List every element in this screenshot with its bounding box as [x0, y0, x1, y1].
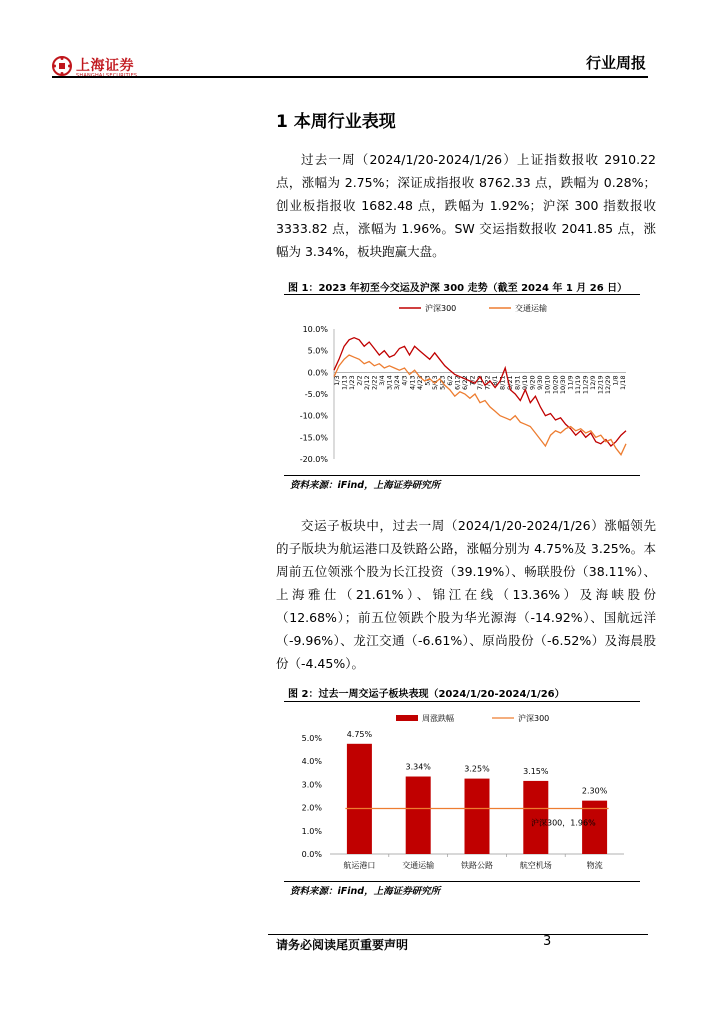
figure1-bottom-rule [284, 475, 640, 476]
page-number: 3 [543, 934, 552, 949]
section-title: 1 本周行业表现 [276, 112, 396, 132]
x-tick-label: 8/1 [491, 375, 500, 386]
x-tick-label: 6/12 [453, 375, 462, 390]
x-tick-label: 10/30 [558, 375, 567, 395]
header-divider [52, 76, 648, 78]
x-tick-label: 交通运输 [402, 861, 435, 870]
x-tick-label: 12/19 [596, 375, 605, 395]
bar-chart-subsector-weekly [284, 703, 640, 883]
y-tick-label: -10.0% [299, 411, 328, 421]
data-label: 3.25% [464, 764, 490, 774]
y-tick-label: 5.0% [307, 346, 328, 356]
x-tick-label: 4/13 [408, 375, 417, 390]
x-tick-label: 航空机场 [519, 861, 552, 870]
x-tick-label: 9/30 [536, 375, 545, 390]
x-tick-label: 11/19 [573, 375, 582, 395]
x-tick-label: 11/9 [566, 375, 575, 390]
figure2-source: 资料来源：iFind，上海证券研究所 [290, 886, 441, 897]
data-label: 2.30% [581, 786, 608, 796]
bar-航运港口 [347, 744, 372, 854]
x-tick-label: 10/10 [543, 375, 552, 395]
x-tick-label: 5/3 [423, 375, 432, 386]
x-tick-label: 航运港口 [343, 861, 376, 870]
y-tick-label: 10.0% [302, 325, 328, 334]
x-tick-label: 8/21 [506, 375, 515, 390]
logo-text: 上海证券 [76, 58, 134, 74]
x-tick-label: 1/3 [333, 375, 341, 386]
x-tick-label: 6/2 [445, 375, 454, 386]
bar-铁路公路 [465, 779, 490, 854]
x-tick-label: 3/4 [378, 375, 387, 386]
y-tick-label: -15.0% [299, 433, 328, 443]
x-tick-label: 7/12 [476, 375, 484, 390]
figure2-caption-rule [284, 701, 640, 702]
figure1-caption-rule [284, 294, 640, 295]
y-tick-label: 0.0% [307, 368, 328, 378]
footer-divider [268, 934, 648, 935]
legend-label-0: 沪深300 [425, 304, 457, 313]
x-tick-label: 2/2 [355, 375, 364, 386]
legend-label-bar: 周涨跌幅 [422, 714, 454, 723]
y-tick-label: -5.0% [304, 390, 328, 399]
figure1-source: 资料来源：iFind，上海证券研究所 [290, 480, 441, 491]
line-chart-transport-vs-hs300 [284, 296, 640, 476]
y-tick-label: 3.0% [301, 780, 322, 790]
x-tick-label: 6/22 [460, 375, 469, 390]
x-tick-label: 9/20 [528, 375, 537, 390]
data-label: 3.34% [405, 762, 431, 772]
x-tick-label: 1/18 [619, 375, 627, 390]
x-tick-label: 7/22 [483, 375, 492, 390]
x-tick-label: 3/24 [393, 375, 402, 390]
x-tick-label: 12/29 [603, 375, 612, 395]
y-tick-label: 1.0% [301, 826, 322, 836]
shanghai-securities-logo-icon [52, 56, 72, 76]
figure2-bottom-rule [284, 881, 640, 882]
x-tick-label: 12/9 [588, 375, 597, 390]
x-tick-label: 3/14 [385, 375, 394, 390]
y-tick-label: -20.0% [299, 455, 328, 464]
data-label: 3.15% [523, 766, 549, 776]
report-type: 行业周报 [586, 54, 647, 72]
figure1-caption: 图 1：2023 年初至今交运及沪深 300 走势（截至 2024 年 1 月 26 日） [288, 283, 628, 294]
legend-label-line: 沪深300 [518, 714, 550, 723]
x-tick-label: 4/23 [415, 375, 424, 390]
x-tick-label: 8/11 [498, 375, 507, 390]
x-tick-label: 10/20 [551, 375, 560, 395]
x-tick-label: 5/13 [430, 375, 439, 390]
x-tick-label: 1/13 [340, 375, 349, 390]
y-tick-label: 5.0% [301, 734, 322, 743]
x-tick-label: 1/8 [611, 375, 620, 386]
bar-交通运输 [406, 777, 431, 854]
x-tick-label: 9/10 [521, 375, 530, 390]
x-tick-label: 铁路公路 [461, 861, 493, 870]
figure2-caption: 图 2：过去一周交运子板块表现（2024/1/20-2024/1/26） [288, 689, 565, 700]
paragraph-weekly-performance: 过去一周（2024/1/20-2024/1/26）上证指数报收 2910.22 点，涨幅为 2.75%；深证成指报收 8762.33 点，跌幅为 0.28%；创业板指报收 1682.48 点，跌幅为 1.92%；沪深 300 指数报收 3333.82 点，涨幅为 1.96%。SW 交运指数报收 2041.85 点，涨幅为 3.34%，板块跑赢大盘。 [276, 152, 656, 259]
x-tick-label: 2/22 [370, 375, 379, 390]
x-tick-label: 8/31 [513, 375, 522, 390]
line-data-label: 沪深300，1.96% [531, 818, 596, 828]
x-tick-label: 2/12 [363, 375, 372, 390]
x-tick-label: 1/23 [348, 375, 357, 390]
bar-航空机场 [523, 781, 548, 854]
x-tick-label: 7/2 [468, 375, 477, 386]
legend-label-1: 交通运输 [515, 304, 547, 313]
footer-disclaimer-note: 请务必阅读尾页重要声明 [276, 938, 409, 952]
x-tick-label: 11/29 [581, 375, 590, 395]
y-tick-label: 0.0% [301, 850, 322, 859]
y-tick-label: 4.0% [301, 757, 322, 767]
x-tick-label: 物流 [586, 861, 603, 870]
series-line-transport [334, 355, 626, 455]
x-tick-label: 4/3 [400, 375, 409, 386]
x-tick-label: 5/23 [438, 375, 447, 390]
data-label: 4.75% [346, 729, 373, 739]
legend-swatch-bar [396, 715, 418, 721]
paragraph-subsector: 交运子板块中，过去一周（2024/1/20-2024/1/26）涨幅领先的子版块为航运港口及铁路公路，涨幅分别为 4.75%及 3.25%。本周前五位领涨个股为长江投资（39.19%）、畅联股份（38.11%）、上海雅仕（21.61%）、锦江在线（13.36%）及海峡股份（12.68%）；前五位领跌个股为华光源海（-14.92%）、国航远洋（-9.96%）、龙江交通（-6.61%）、原尚股份（-6.52%）及海晨股份（-4.45%）。 [276, 518, 656, 671]
y-tick-label: 2.0% [301, 803, 322, 813]
